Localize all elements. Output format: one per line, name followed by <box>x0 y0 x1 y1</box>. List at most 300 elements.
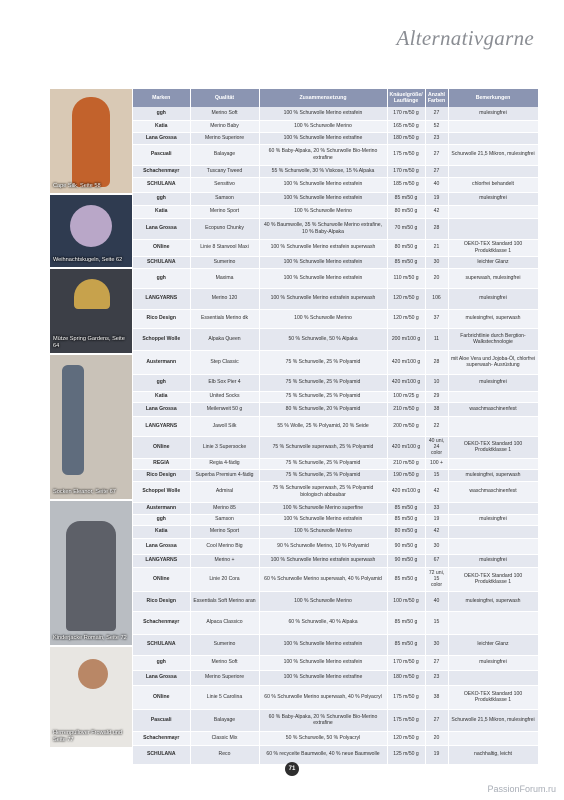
colors-cell: 15 <box>425 611 448 634</box>
composition-cell: 100 % Schurwolle Merino superfine <box>259 502 387 514</box>
table-row <box>133 268 538 288</box>
remarks-cell: OEKO-TEX Standard 100 Produktklasse 1 <box>448 685 538 709</box>
colors-cell: 27 <box>425 655 448 670</box>
brand-cell: ONline <box>133 685 190 709</box>
table-row <box>133 525 538 538</box>
brand-cell: Katia <box>133 120 190 132</box>
quality-cell: Merino 120 <box>190 288 259 309</box>
composition-cell: 100 % Schurwolle Merino <box>259 525 387 538</box>
length-cell: 175 m/50 g <box>387 144 425 165</box>
remarks-cell <box>448 731 538 745</box>
remarks-cell <box>448 165 538 177</box>
brand-cell: Schachenmayr <box>133 165 190 177</box>
table-row <box>133 458 538 469</box>
brand-cell: Rico Design <box>133 309 190 328</box>
quality-cell: Merino Superiore <box>190 132 259 144</box>
brand-cell: REGIA <box>133 458 190 469</box>
colors-cell: 27 <box>425 709 448 731</box>
remarks-cell: waschmaschinenfest <box>448 402 538 416</box>
remarks-cell: waschmaschinenfest <box>448 481 538 502</box>
brand-cell: LANGYARNS <box>133 554 190 567</box>
column-header: Anzahl Farben <box>425 89 448 107</box>
brand-cell: SCHULANA <box>133 177 190 192</box>
remarks-cell: OEKO-TEX Standard 100 Produktklasse 1 <box>448 436 538 458</box>
remarks-cell <box>448 538 538 554</box>
table-row <box>133 350 538 374</box>
colors-cell: 20 <box>425 268 448 288</box>
photo-caption: Socken Eleanor, Seite 67 <box>53 489 116 495</box>
brand-cell: ggh <box>133 268 190 288</box>
composition-cell: 75 % Schurwolle superwash, 25 % Polyamid <box>259 436 387 458</box>
colors-cell: 27 <box>425 144 448 165</box>
composition-cell: 100 % Schurwolle Merino <box>259 205 387 218</box>
composition-cell: 100 % Schurwolle Merino extrafein superwash <box>259 554 387 567</box>
brand-cell: ggh <box>133 374 190 391</box>
composition-cell: 40 % Baumwolle, 35 % Schurwolle Merino extrafine, 10 % Baby-Alpaka <box>259 218 387 239</box>
brand-cell: Austermann <box>133 350 190 374</box>
colors-cell: 23 <box>425 132 448 144</box>
quality-cell: Sumerino <box>190 256 259 268</box>
quality-cell: Admiral <box>190 481 259 502</box>
colors-cell: 38 <box>425 685 448 709</box>
remarks-cell: mulesingfrei <box>448 107 538 120</box>
composition-cell: 50 % Schurwolle, 50 % Polyacryl <box>259 731 387 745</box>
project-photo <box>50 355 132 501</box>
remarks-cell <box>448 525 538 538</box>
page-number: 71 <box>285 762 299 776</box>
table-row <box>133 709 538 731</box>
quality-cell: United Socks <box>190 391 259 402</box>
project-photo <box>50 647 132 749</box>
quality-cell: Merino Superiore <box>190 670 259 685</box>
brand-cell: ONline <box>133 239 190 256</box>
brand-cell: Austermann <box>133 502 190 514</box>
length-cell: 80 m/50 g <box>387 239 425 256</box>
remarks-cell: mulesingfrei <box>448 655 538 670</box>
brand-cell: Katia <box>133 205 190 218</box>
length-cell: 190 m/50 g <box>387 469 425 481</box>
length-cell: 80 m/50 g <box>387 525 425 538</box>
remarks-cell <box>448 218 538 239</box>
quality-cell: Cool Merino Big <box>190 538 259 554</box>
colors-cell: 28 <box>425 218 448 239</box>
colors-cell: 38 <box>425 402 448 416</box>
colors-cell: 10 <box>425 374 448 391</box>
quality-cell: Merino + <box>190 554 259 567</box>
brand-cell: ONline <box>133 567 190 591</box>
photo-caption: Herrenpullover Frowald und Seite 77 <box>53 730 123 743</box>
quality-cell: Essentials Soft Merino aran <box>190 591 259 611</box>
composition-cell: 75 % Schurwolle, 25 % Polyamid <box>259 469 387 481</box>
colors-cell: 11 <box>425 328 448 350</box>
table-row <box>133 611 538 634</box>
remarks-cell: mulesingfrei <box>448 514 538 525</box>
length-cell: 120 m/50 g <box>387 309 425 328</box>
length-cell: 200 m/50 g <box>387 416 425 436</box>
composition-cell: 100 % Schurwolle Merino extrafein <box>259 514 387 525</box>
remarks-cell <box>448 120 538 132</box>
table-row <box>133 670 538 685</box>
length-cell: 100 m/50 g <box>387 591 425 611</box>
composition-cell: 55 % Wolle, 25 % Polyamid, 20 % Seide <box>259 416 387 436</box>
column-header: Zusammensetzung <box>259 89 387 107</box>
remarks-cell: mulesingfrei, superwash <box>448 591 538 611</box>
remarks-cell: mulesingfrei, superwash <box>448 469 538 481</box>
brand-cell: Katia <box>133 525 190 538</box>
colors-cell: 27 <box>425 165 448 177</box>
quality-cell: Linie 5 Carolina <box>190 685 259 709</box>
colors-cell: 106 <box>425 288 448 309</box>
length-cell: 420 m/100 g <box>387 436 425 458</box>
remarks-cell <box>448 670 538 685</box>
colors-cell: 29 <box>425 391 448 402</box>
composition-cell: 100 % Schurwolle Merino extrafein <box>259 107 387 120</box>
brand-cell: Pascuali <box>133 709 190 731</box>
brand-cell: Katia <box>133 391 190 402</box>
brand-cell: Pascuali <box>133 144 190 165</box>
composition-cell: 60 % recycelte Baumwolle, 40 % neue Baumwolle <box>259 745 387 764</box>
quality-cell: Linie 3 Supersocke <box>190 436 259 458</box>
length-cell: 170 m/50 g <box>387 655 425 670</box>
remarks-cell: chlorfrei behandelt <box>448 177 538 192</box>
brand-cell: ggh <box>133 107 190 120</box>
length-cell: 85 m/50 g <box>387 567 425 591</box>
length-cell: 110 m/50 g <box>387 268 425 288</box>
photo-subject <box>74 279 110 309</box>
composition-cell: 100 % Schurwolle Merino extrafein <box>259 177 387 192</box>
quality-cell: Sumerino <box>190 634 259 655</box>
table-row <box>133 402 538 416</box>
colors-cell: 40 uni, 24 color <box>425 436 448 458</box>
table-header <box>133 89 538 107</box>
brand-cell: ONline <box>133 436 190 458</box>
table-row <box>133 288 538 309</box>
table-row <box>133 591 538 611</box>
colors-cell: 100 + <box>425 458 448 469</box>
column-header: Marken <box>133 89 190 107</box>
photo-caption: Weihnachtskugeln, Seite 62 <box>53 257 123 263</box>
table-row <box>133 567 538 591</box>
length-cell: 180 m/50 g <box>387 132 425 144</box>
project-photo <box>50 89 132 195</box>
brand-cell: SCHULANA <box>133 745 190 764</box>
quality-cell: Alpaca Classico <box>190 611 259 634</box>
composition-cell: 60 % Schurwolle Merino superwash, 40 % Polyamid <box>259 567 387 591</box>
colors-cell: 40 <box>425 591 448 611</box>
table-row <box>133 554 538 567</box>
remarks-cell <box>448 458 538 469</box>
composition-cell: 100 % Schurwolle Merino extrafine <box>259 132 387 144</box>
table-row <box>133 256 538 268</box>
quality-cell: Step Classic <box>190 350 259 374</box>
colors-cell: 15 <box>425 469 448 481</box>
quality-cell: Essentials Merino dk <box>190 309 259 328</box>
length-cell: 85 m/50 g <box>387 634 425 655</box>
length-cell: 180 m/50 g <box>387 670 425 685</box>
length-cell: 120 m/50 g <box>387 731 425 745</box>
remarks-cell: mulesingfrei <box>448 374 538 391</box>
photo-subject <box>78 659 108 689</box>
brand-cell: Rico Design <box>133 469 190 481</box>
remarks-cell: mulesingfrei, superwash <box>448 309 538 328</box>
remarks-cell: leichter Glanz <box>448 256 538 268</box>
remarks-cell <box>448 205 538 218</box>
quality-cell: Merino Baby <box>190 120 259 132</box>
quality-cell: Meilenweit 50 g <box>190 402 259 416</box>
brand-cell: Lana Grossa <box>133 670 190 685</box>
quality-cell: Merino Sport <box>190 205 259 218</box>
composition-cell: 90 % Schurwolle Merino, 10 % Polyamid <box>259 538 387 554</box>
yarn-table <box>133 89 539 765</box>
colors-cell: 30 <box>425 256 448 268</box>
brand-cell: Rico Design <box>133 591 190 611</box>
table-row <box>133 374 538 391</box>
table-row <box>133 120 538 132</box>
remarks-cell: Schurwolle 21,5 Mikron, mulesingfrei <box>448 144 538 165</box>
colors-cell: 33 <box>425 502 448 514</box>
composition-cell: 75 % Schurwolle superwash, 25 % Polyamid biologisch abbaubar <box>259 481 387 502</box>
photo-column <box>50 89 132 749</box>
length-cell: 125 m/50 g <box>387 745 425 764</box>
composition-cell: 75 % Schurwolle, 25 % Polyamid <box>259 374 387 391</box>
length-cell: 185 m/50 g <box>387 177 425 192</box>
composition-cell: 100 % Schurwolle Merino <box>259 591 387 611</box>
brand-cell: LANGYARNS <box>133 288 190 309</box>
quality-cell: Merino Sport <box>190 525 259 538</box>
colors-cell: 72 uni, 15 color <box>425 567 448 591</box>
table-row <box>133 391 538 402</box>
table-row <box>133 538 538 554</box>
brand-cell: Lana Grossa <box>133 402 190 416</box>
colors-cell: 23 <box>425 670 448 685</box>
remarks-cell <box>448 611 538 634</box>
table-row <box>133 192 538 205</box>
table-row <box>133 416 538 436</box>
brand-cell: LANGYARNS <box>133 416 190 436</box>
colors-cell: 40 <box>425 177 448 192</box>
composition-cell: 100 % Schurwolle Merino extrafein <box>259 256 387 268</box>
quality-cell: Maxima <box>190 268 259 288</box>
quality-cell: Jawoll Silk <box>190 416 259 436</box>
colors-cell: 21 <box>425 239 448 256</box>
length-cell: 85 m/50 g <box>387 502 425 514</box>
remarks-cell: OEKO-TEX Standard 100 Produktklasse 1 <box>448 239 538 256</box>
remarks-cell <box>448 391 538 402</box>
quality-cell: Tuscany Tweed <box>190 165 259 177</box>
composition-cell: 100 % Schurwolle Merino extrafein <box>259 268 387 288</box>
composition-cell: 60 % Schurwolle Merino superwash, 40 % Polyacryl <box>259 685 387 709</box>
quality-cell: Balayage <box>190 144 259 165</box>
table-row <box>133 144 538 165</box>
quality-cell: Reco <box>190 745 259 764</box>
page-title: Alternativgarne <box>396 26 534 50</box>
length-cell: 210 m/50 g <box>387 458 425 469</box>
composition-cell: 100 % Schurwolle Merino extrafein superwash <box>259 239 387 256</box>
quality-cell: Merino Soft <box>190 107 259 120</box>
brand-cell: Lana Grossa <box>133 218 190 239</box>
table-row <box>133 731 538 745</box>
length-cell: 85 m/50 g <box>387 256 425 268</box>
length-cell: 80 m/50 g <box>387 205 425 218</box>
quality-cell: Merino 85 <box>190 502 259 514</box>
composition-cell: 100 % Schurwolle Merino extrafein <box>259 655 387 670</box>
colors-cell: 67 <box>425 554 448 567</box>
composition-cell: 75 % Schurwolle, 25 % Polyamid <box>259 458 387 469</box>
table-row <box>133 634 538 655</box>
table-row <box>133 107 538 120</box>
remarks-cell <box>448 132 538 144</box>
length-cell: 90 m/50 g <box>387 538 425 554</box>
composition-cell: 100 % Schurwolle Merino <box>259 309 387 328</box>
quality-cell: Classic Mix <box>190 731 259 745</box>
quality-cell: Ecopuno Chunky <box>190 218 259 239</box>
colors-cell: 19 <box>425 192 448 205</box>
length-cell: 210 m/50 g <box>387 402 425 416</box>
quality-cell: Linie 20 Cora <box>190 567 259 591</box>
length-cell: 420 m/100 g <box>387 350 425 374</box>
table-row <box>133 309 538 328</box>
colors-cell: 27 <box>425 107 448 120</box>
composition-cell: 55 % Schurwolle, 30 % Viskose, 15 % Alpaka <box>259 165 387 177</box>
length-cell: 170 m/50 g <box>387 165 425 177</box>
brand-cell: SCHULANA <box>133 634 190 655</box>
colors-cell: 19 <box>425 514 448 525</box>
colors-cell: 42 <box>425 525 448 538</box>
quality-cell: Alpaka Queen <box>190 328 259 350</box>
photo-caption: Cape Silk, Seite 58 <box>53 183 101 189</box>
table-row <box>133 745 538 764</box>
brand-cell: ggh <box>133 655 190 670</box>
quality-cell: Samson <box>190 514 259 525</box>
column-header: Bemerkungen <box>448 89 538 107</box>
composition-cell: 100 % Schurwolle Merino extrafine <box>259 670 387 685</box>
remarks-cell: Farbrichtlinie durch Bergtion- Walkstechnologie <box>448 328 538 350</box>
table-row <box>133 469 538 481</box>
colors-cell: 30 <box>425 538 448 554</box>
watermark: PassionForum.ru <box>487 784 556 794</box>
remarks-cell: mit Aloe Vera und Jojoba-Öl, chlorfrei superwash- Ausrüstung <box>448 350 538 374</box>
column-header: Qualität <box>190 89 259 107</box>
brand-cell: Lana Grossa <box>133 538 190 554</box>
table-row <box>133 685 538 709</box>
brand-cell: Schachenmayr <box>133 611 190 634</box>
composition-cell: 100 % Schurwolle Merino extrafein superwash <box>259 288 387 309</box>
composition-cell: 50 % Schurwolle, 50 % Alpaka <box>259 328 387 350</box>
colors-cell: 52 <box>425 120 448 132</box>
remarks-cell: leichter Glanz <box>448 634 538 655</box>
table-row <box>133 165 538 177</box>
remarks-cell: Schurwolle 21,5 Mikron, mulesingfrei <box>448 709 538 731</box>
length-cell: 85 m/50 g <box>387 514 425 525</box>
remarks-cell: mulesingfrei <box>448 554 538 567</box>
length-cell: 70 m/50 g <box>387 218 425 239</box>
table-row <box>133 481 538 502</box>
quality-cell: Elb Sox Pier 4 <box>190 374 259 391</box>
column-header: Knäuelgröße/ Lauflänge <box>387 89 425 107</box>
composition-cell: 100 % Schurwolle Merino extrafein <box>259 634 387 655</box>
length-cell: 90 m/50 g <box>387 554 425 567</box>
project-photo <box>50 501 132 647</box>
brand-cell: ggh <box>133 514 190 525</box>
quality-cell: Merino Soft <box>190 655 259 670</box>
composition-cell: 75 % Schurwolle, 25 % Polyamid <box>259 391 387 402</box>
table-row <box>133 205 538 218</box>
composition-cell: 60 % Baby-Alpaka, 20 % Schurwolle Bio-Merino extrafine <box>259 144 387 165</box>
table-row <box>133 514 538 525</box>
length-cell: 175 m/50 g <box>387 709 425 731</box>
length-cell: 200 m/100 g <box>387 328 425 350</box>
composition-cell: 60 % Schurwolle, 40 % Alpaka <box>259 611 387 634</box>
colors-cell: 37 <box>425 309 448 328</box>
remarks-cell: mulesingfrei <box>448 288 538 309</box>
table-row <box>133 177 538 192</box>
colors-cell: 42 <box>425 205 448 218</box>
length-cell: 420 m/100 g <box>387 374 425 391</box>
length-cell: 170 m/50 g <box>387 107 425 120</box>
photo-subject <box>66 521 116 631</box>
length-cell: 100 m/25 g <box>387 391 425 402</box>
project-photo <box>50 195 132 269</box>
table-row <box>133 218 538 239</box>
photo-subject <box>70 205 112 247</box>
colors-cell: 19 <box>425 745 448 764</box>
quality-cell: Linie 8 Starwool Maxi <box>190 239 259 256</box>
quality-cell: Regia 4-fädig <box>190 458 259 469</box>
photo-caption: Kinderjacke Romain, Seite 72 <box>53 635 127 641</box>
length-cell: 175 m/50 g <box>387 685 425 709</box>
colors-cell: 42 <box>425 481 448 502</box>
remarks-cell: nachhaltig, leicht <box>448 745 538 764</box>
photo-subject <box>62 365 84 475</box>
composition-cell: 100 % Schurwolle Merino <box>259 120 387 132</box>
quality-cell: Balayage <box>190 709 259 731</box>
colors-cell: 28 <box>425 350 448 374</box>
table-row <box>133 655 538 670</box>
project-photo <box>50 269 132 355</box>
brand-cell: ggh <box>133 192 190 205</box>
length-cell: 165 m/50 g <box>387 120 425 132</box>
remarks-cell: superwash, mulesingfrei <box>448 268 538 288</box>
table-row <box>133 328 538 350</box>
length-cell: 85 m/50 g <box>387 192 425 205</box>
remarks-cell: mulesingfrei <box>448 192 538 205</box>
quality-cell: Sensitivo <box>190 177 259 192</box>
brand-cell: Schoppel Wolle <box>133 328 190 350</box>
colors-cell: 20 <box>425 731 448 745</box>
table-row <box>133 132 538 144</box>
colors-cell: 22 <box>425 416 448 436</box>
length-cell: 420 m/100 g <box>387 481 425 502</box>
composition-cell: 80 % Schurwolle, 20 % Polyamid <box>259 402 387 416</box>
length-cell: 85 m/50 g <box>387 611 425 634</box>
photo-subject <box>72 97 110 187</box>
remarks-cell: OEKO-TEX Standard 100 Produktklasse 1 <box>448 567 538 591</box>
table-row <box>133 436 538 458</box>
brand-cell: Schoppel Wolle <box>133 481 190 502</box>
photo-caption: Mütze Spring Gardens, Seite 64 <box>53 336 125 349</box>
remarks-cell <box>448 416 538 436</box>
quality-cell: Samson <box>190 192 259 205</box>
colors-cell: 30 <box>425 634 448 655</box>
brand-cell: SCHULANA <box>133 256 190 268</box>
table-row <box>133 239 538 256</box>
composition-cell: 100 % Schurwolle Merino extrafein <box>259 192 387 205</box>
brand-cell: Schachenmayr <box>133 731 190 745</box>
quality-cell: Superba Premium 4-fädig <box>190 469 259 481</box>
brand-cell: Lana Grossa <box>133 132 190 144</box>
table-row <box>133 502 538 514</box>
length-cell: 120 m/50 g <box>387 288 425 309</box>
